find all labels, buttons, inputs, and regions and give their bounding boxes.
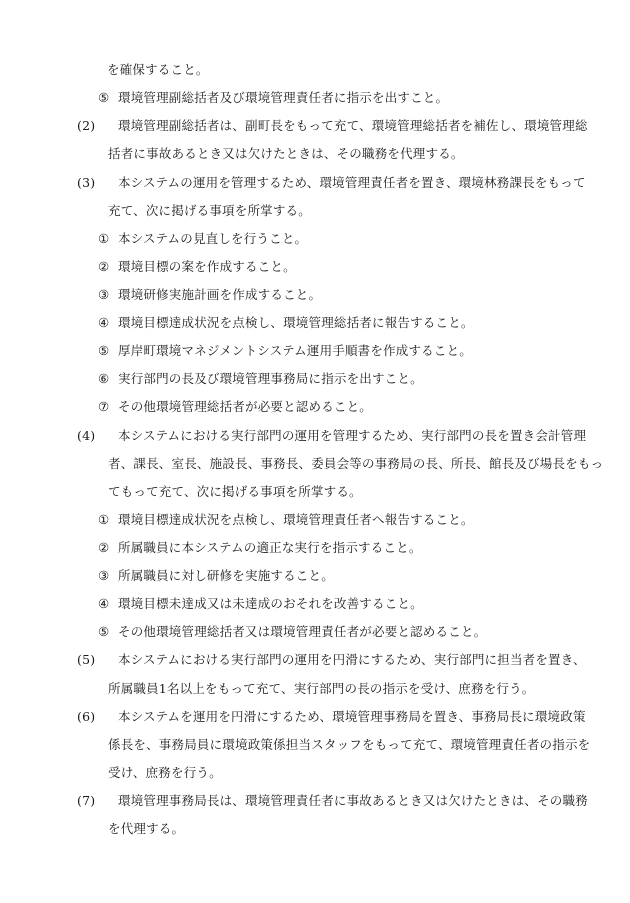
item-marker: (7) — [77, 793, 96, 808]
item-marker: ② — [98, 259, 110, 274]
item-marker: ③ — [98, 568, 110, 583]
paragraph-line: 本システムの運用を管理するため、環境管理責任者を置き、環境林務課長をもって — [118, 175, 586, 190]
paragraph-line: 本システムを運用を円滑にするため、環境管理事務局を置き、事務局長に環境政策 — [118, 709, 586, 724]
paragraph-line: 本システムの見直しを行うこと。 — [118, 231, 308, 246]
paragraph-line: 環境目標達成状況を点検し、環境管理総括者に報告すること。 — [118, 315, 474, 330]
paragraph-line: を確保すること。 — [107, 62, 209, 77]
paragraph-line: てもって充て、次に掲げる事項を所掌する。 — [108, 484, 362, 499]
paragraph-line: を代理する。 — [108, 821, 185, 836]
item-marker: (3) — [77, 175, 96, 190]
item-marker: ⑤ — [98, 343, 110, 358]
paragraph-line: その他環境管理総括者又は環境管理責任者が必要と認めること。 — [118, 624, 487, 639]
paragraph-line: 所属職員に本システムの適正な実行を指示すること。 — [118, 540, 422, 555]
paragraph-line: 環境目標未達成又は未達成のおそれを改善すること。 — [118, 596, 423, 611]
item-marker: ② — [98, 540, 110, 555]
item-marker: ④ — [98, 315, 110, 330]
item-marker: (4) — [77, 428, 96, 443]
paragraph-line: 環境目標達成状況を点検し、環境管理責任者へ報告すること。 — [118, 512, 474, 527]
item-marker: ① — [98, 512, 110, 527]
item-marker: (6) — [77, 709, 96, 724]
paragraph-line: 環境管理事務局長は、環境管理責任者に事故あるとき又は欠けたときは、その職務 — [118, 793, 588, 808]
paragraph-line: 受け、庶務を行う。 — [108, 765, 222, 780]
item-marker: ④ — [98, 596, 110, 611]
item-marker: ⑤ — [98, 90, 110, 105]
item-marker: ③ — [98, 287, 110, 302]
paragraph-line: 係長を、事務局員に環境政策係担当スタッフをもって充て、環境管理責任者の指示を — [108, 737, 591, 752]
paragraph-line: その他環境管理総括者が必要と認めること。 — [118, 399, 373, 414]
item-marker: ⑤ — [98, 624, 110, 639]
paragraph-line: 所属職員1名以上をもって充て、実行部門の長の指示を受け、庶務を行う。 — [108, 681, 535, 696]
paragraph-line: 環境研修実施計画を作成すること。 — [118, 287, 322, 302]
item-marker: (2) — [77, 118, 96, 133]
paragraph-line: 者、課長、室長、施設長、事務長、委員会等の事務局の長、所長、館長及び場長をもっ — [108, 456, 604, 471]
item-marker: ① — [98, 231, 110, 246]
paragraph-line: 環境管理副総括者は、副町長をもって充て、環境管理総括者を補佐し、環境管理総 — [118, 118, 588, 133]
paragraph-line: 所属職員に対し研修を実施すること。 — [118, 568, 334, 583]
item-marker: (5) — [77, 652, 96, 667]
paragraph-line: 括者に事故あるとき又は欠けたときは、その職務を代理する。 — [108, 146, 464, 161]
paragraph-line: 実行部門の長及び環境管理事務局に指示を出すこと。 — [118, 371, 423, 386]
item-marker: ⑥ — [98, 371, 110, 386]
paragraph-line: 厚岸町環境マネジメントシステム運用手順書を作成すること。 — [118, 343, 472, 358]
paragraph-line: 本システムにおける実行部門の運用を円滑にするため、実行部門に担当者を置き、 — [118, 652, 586, 667]
paragraph-line: 本システムにおける実行部門の運用を管理するため、実行部門の長を置き会計管理 — [118, 428, 587, 443]
item-marker: ⑦ — [98, 399, 110, 414]
paragraph-line: 環境管理副総括者及び環境管理責任者に指示を出すこと。 — [118, 90, 449, 105]
paragraph-line: 環境目標の案を作成すること。 — [118, 259, 296, 274]
paragraph-line: 充て、次に掲げる事項を所掌する。 — [108, 203, 311, 218]
